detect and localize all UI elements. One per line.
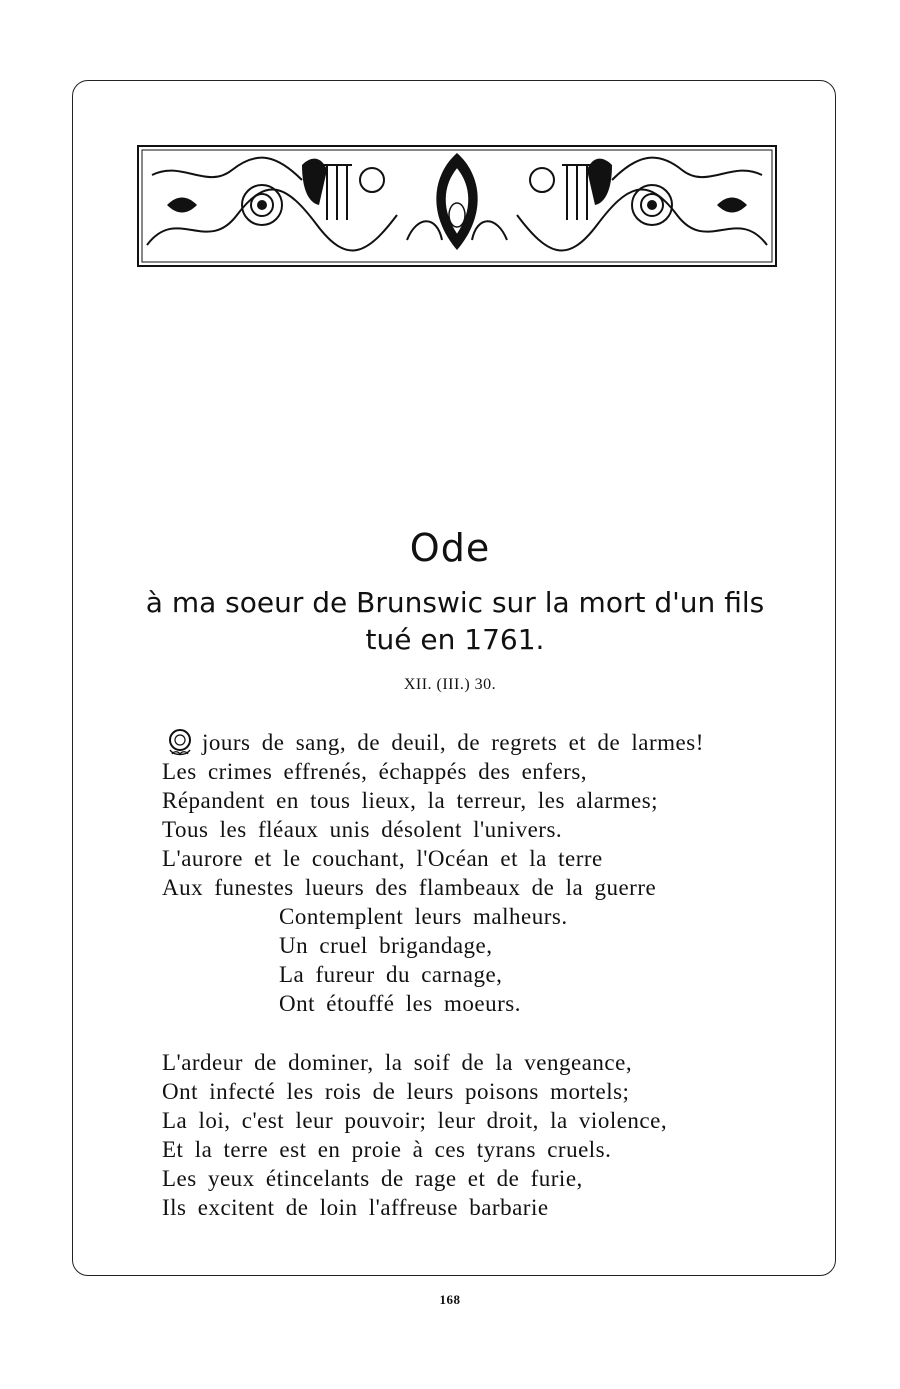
- verse-line: La fureur du carnage,: [279, 962, 503, 987]
- ornamental-headband-icon: [137, 145, 777, 267]
- verse-line: L'ardeur de dominer, la soif de la vengeance,: [162, 1050, 633, 1075]
- verse-line: Contemplent leurs malheurs.: [279, 904, 568, 929]
- verse-line: L'aurore et le couchant, l'Océan et la terre: [162, 846, 603, 871]
- ornamental-initial-o-icon: [162, 728, 198, 756]
- stanza: [162, 1048, 822, 1222]
- verse-line: Tous les fléaux unis désolent l'univers.: [162, 817, 563, 842]
- poem-subtitle: à ma soeur de Brunswic sur la mort d'un fils tué en 1761.: [145, 586, 765, 656]
- verse-line: Un cruel brigandage,: [279, 933, 493, 958]
- verse-line: Ils excitent de loin l'affreuse barbarie: [162, 1195, 549, 1220]
- verse-line: Ont infecté les rois de leurs poisons mortels;: [162, 1079, 630, 1104]
- verse-line: Répandent en tous lieux, la terreur, les alarmes;: [162, 788, 659, 813]
- verse-line: Ont étouffé les moeurs.: [279, 991, 521, 1016]
- verse-line: Et la terre est en proie à ces tyrans cruels.: [162, 1137, 612, 1162]
- verse-line: Les crimes effrenés, échappés des enfers,: [162, 759, 588, 784]
- stanza: [162, 728, 822, 1018]
- verse-line: La loi, c'est leur pouvoir; leur droit, la violence,: [162, 1108, 668, 1133]
- verse-line-text: jours de sang, de deuil, de regrets et de larmes!: [202, 730, 704, 755]
- volume-reference: XII. (III.) 30.: [403, 676, 497, 693]
- poem-body: [162, 728, 822, 1222]
- verse-line: Les yeux étincelants de rage et de furie,: [162, 1166, 583, 1191]
- poem-title: Ode: [409, 526, 491, 570]
- page-number: 168: [439, 1292, 461, 1307]
- stanza-separator: [162, 1018, 822, 1048]
- verse-line: [162, 728, 822, 757]
- verse-line: Aux funestes lueurs des flambeaux de la guerre: [162, 875, 657, 900]
